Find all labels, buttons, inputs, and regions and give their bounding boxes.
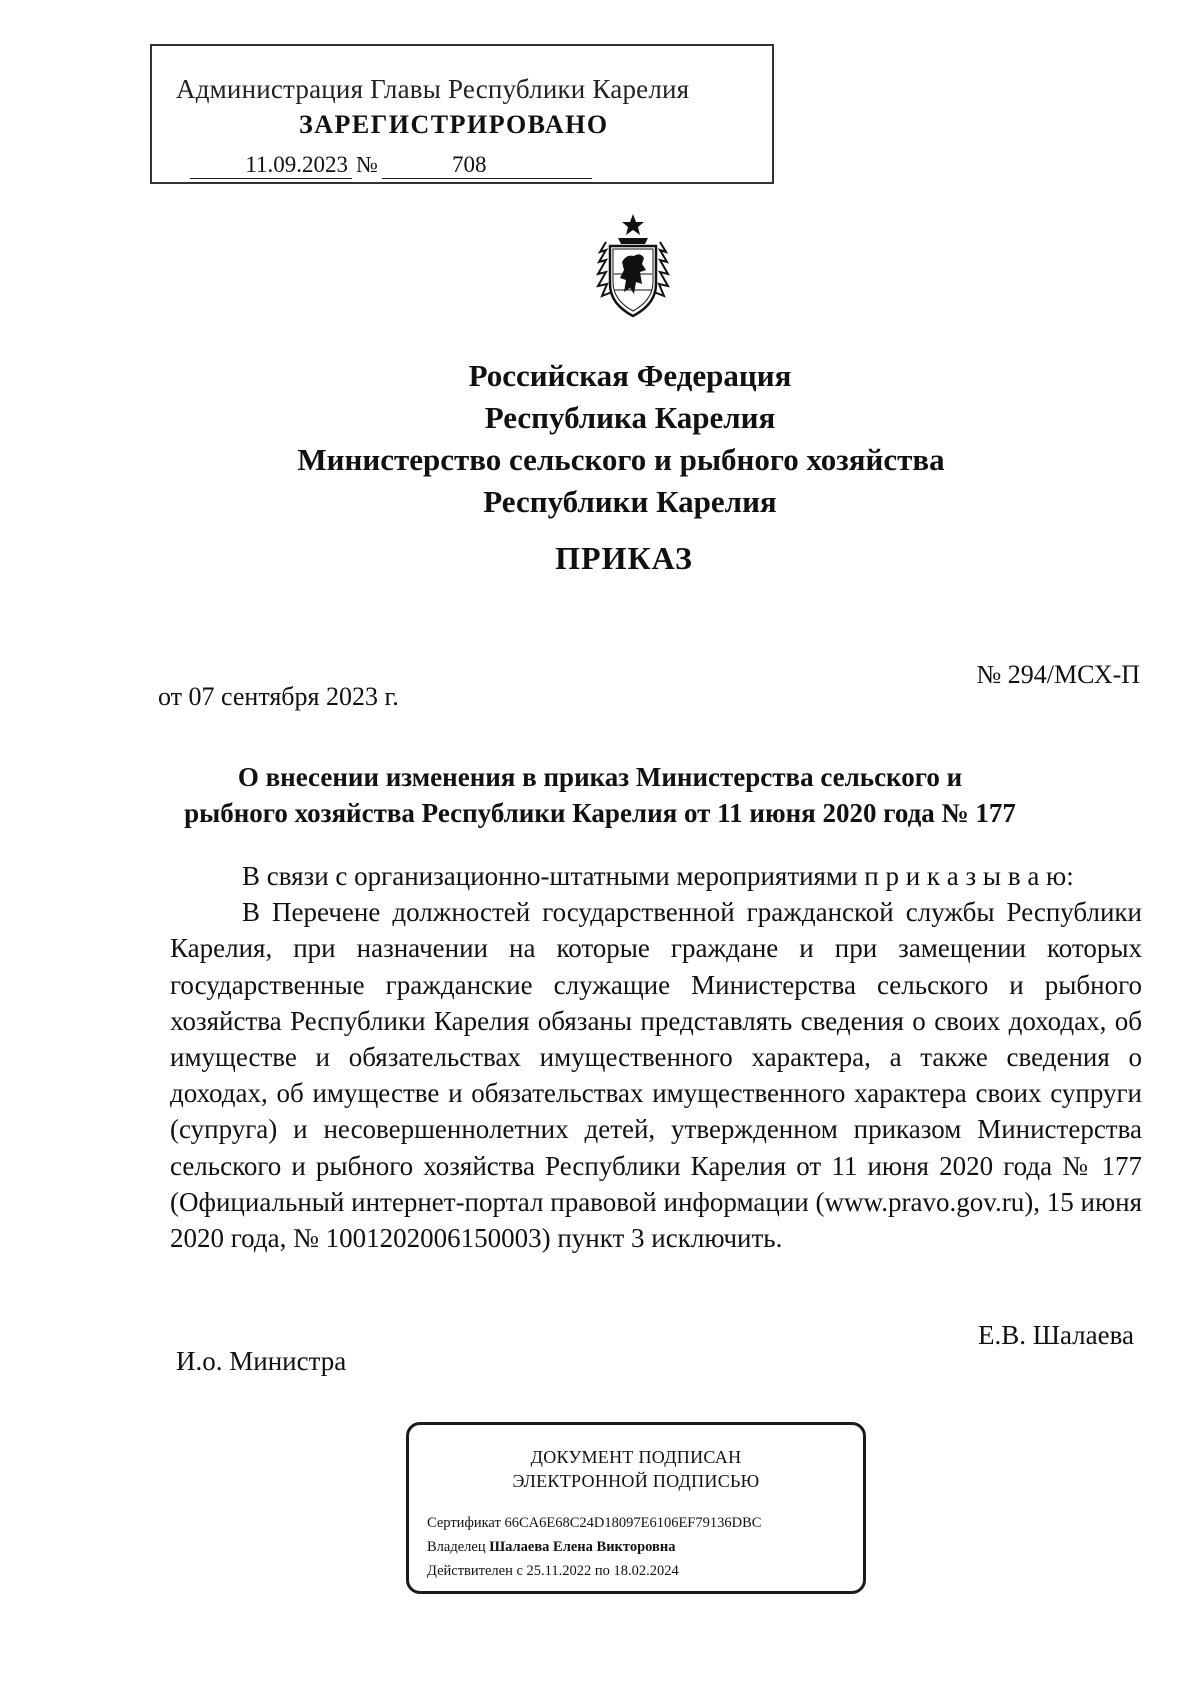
registration-stamp xyxy=(150,44,774,184)
esign-valid-from: 25.11.2022 xyxy=(526,1563,592,1579)
header-ministry-region: Республики Карелия xyxy=(483,484,777,519)
header-ministry: Министерство сельского и рыбного хозяйства xyxy=(297,442,945,477)
esign-valid-from-label: Действителен с xyxy=(427,1563,523,1579)
signatory-name: Е.В. Шалаева xyxy=(977,1320,1134,1350)
esign-valid-to-label: по xyxy=(594,1563,610,1579)
registration-date: 11.09.2023 xyxy=(190,152,352,179)
header-country: Российская Федерация xyxy=(468,358,792,393)
registration-status: ЗАРЕГИСТРИРОВАНО xyxy=(299,110,609,139)
esign-validity xyxy=(427,1563,679,1580)
order-date: от 07 сентября 2023 г. xyxy=(158,682,399,711)
esign-owner xyxy=(427,1539,675,1556)
esign-valid-to: 18.02.2024 xyxy=(613,1563,679,1579)
esign-owner-value: Шалаева Елена Викторовна xyxy=(489,1539,676,1555)
document-type: ПРИКАЗ xyxy=(555,540,693,576)
order-main-paragraph: В Перечене должностей государственной гражданской службы Республики Карелия, при назначении на которые граждане и при замещении которых государственные гражданские служащие Министерства сельского и рыбного хозяйства Республики Карелия обязаны представлять сведения о своих доходах, об имуществе и обязательствах имущественного характера, а также сведения о доходах, об имуществе и обязательствах имущественного характера своих супруги (супруга) и несовершеннолетних детей, утвержденном приказом Министерства сельского и рыбного хозяйства Республики Карелия от 11 июня 2020 года № 177 (Официальный интернет-портал правовой информации (www.pravo.gov.ru), 15 июня 2020 года, № 1001202006150003) пункт 3 исключить. xyxy=(170,897,1142,1254)
esign-certificate xyxy=(427,1515,761,1532)
esign-certificate-value: 66CA6E68C24D18097E6106EF79136DBC xyxy=(504,1515,762,1531)
registration-date-number xyxy=(190,152,592,179)
order-body xyxy=(170,858,1142,1256)
esign-certificate-label: Сертификат xyxy=(427,1515,501,1531)
electronic-signature-stamp xyxy=(406,1422,866,1594)
signatory-title: И.о. Министра xyxy=(176,1346,347,1376)
order-number: № 294/МСХ-П xyxy=(976,660,1140,689)
order-title-line1: О внесении изменения в приказ Министерства сельского и xyxy=(237,762,963,792)
header-region: Республика Карелия xyxy=(484,400,776,435)
registration-number-sign: № xyxy=(356,152,378,177)
coat-of-arms-icon xyxy=(590,212,676,324)
esign-owner-label: Владелец xyxy=(427,1539,486,1555)
registration-number: 708 xyxy=(382,152,592,179)
order-intro: В связи с организационно-штатными мероприятиями п р и к а з ы в а ю: xyxy=(242,861,1074,891)
order-title-line2: рыбного хозяйства Республики Карелия от 11 июня 2020 года № 177 xyxy=(184,798,1016,828)
esign-header1: ДОКУМЕНТ ПОДПИСАН xyxy=(530,1447,742,1467)
esign-header2: ЭЛЕКТРОННОЙ ПОДПИСЬЮ xyxy=(512,1471,760,1491)
registration-authority: Администрация Главы Республики Карелия xyxy=(176,74,690,104)
